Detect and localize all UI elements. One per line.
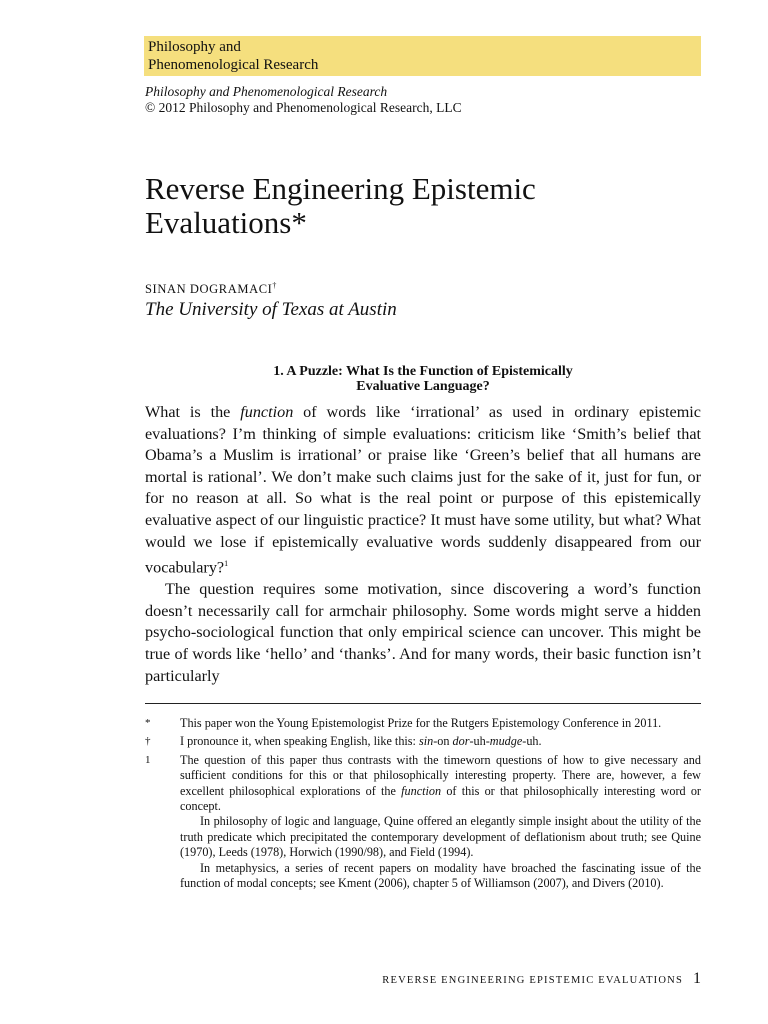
dagger-sin: sin — [418, 734, 434, 749]
body-text — [145, 402, 701, 687]
footnote-dagger — [145, 734, 701, 749]
journal-name-box — [144, 36, 701, 76]
journal-italic-name: Philosophy and Phenomenological Research — [145, 84, 388, 99]
page-number: 1 — [693, 970, 701, 987]
body-paragraph-1 — [145, 402, 701, 579]
p1-text-a: What is the — [145, 403, 241, 421]
journal-name-line2: Phenomenological Research — [148, 57, 319, 73]
title-line2: Evaluations* — [145, 205, 307, 240]
running-head: REVERSE ENGINEERING EPISTEMIC EVALUATIONS — [382, 975, 683, 986]
footnote-star-text: This paper won the Young Epistemologist Prize for the Rutgers Epistemology Conference in 2011. — [180, 716, 662, 730]
p1-text-b: of words like ‘irrational’ as used in ordinary epistemic evaluations? I’m thinking of simple evaluations: criticism like ‘Smith’s belief that Obama’s a Muslim is irrational’ or praise like ‘Green’s belief that all humans are mortal is rational’. We don’t make such claims just for the sake of it, just for fun, or for no reason at all. So what is the real point or purpose of this epistemically evaluative aspect of our linguistic practice? It must have some utility, but what? What would we lose if epistemically evaluative words suddenly disappeared from our vocabulary? — [145, 403, 701, 577]
footnote-1-para-1 — [180, 753, 701, 815]
footnote-dagger-text — [180, 734, 701, 749]
paper-title — [145, 172, 705, 240]
footnote-dagger-mark: † — [145, 735, 151, 748]
p1-emphasis: function — [240, 403, 294, 421]
author-footnote-mark: † — [272, 281, 278, 290]
footnotes — [145, 716, 701, 894]
copyright-line: © 2012 Philosophy and Phenomenological Research, LLC — [145, 100, 462, 115]
footnote-star — [145, 716, 701, 731]
section-heading-line2: Evaluative Language? — [356, 379, 490, 394]
author-text: SINAN DOGRAMACI — [145, 282, 273, 297]
body-paragraph-2: The question requires some motivation, since discovering a word’s function doesn’t necessarily call for armchair philosophy. Some words might serve a hidden psycho-sociological function that only empirical science can uncover. This might be true of words like ‘hello’ and ‘thanks’. And for many words, their basic function isn’t particularly — [145, 580, 701, 685]
dagger-end: -uh. — [522, 734, 542, 749]
dagger-mudge: mudge — [489, 734, 523, 749]
dagger-dor: dor — [452, 734, 470, 749]
footnote-divider — [145, 703, 701, 704]
section-heading — [145, 364, 701, 394]
journal-meta — [145, 84, 705, 116]
footnote-star-mark: * — [145, 717, 151, 729]
fn1-p1-emphasis: function — [401, 783, 442, 798]
author-affiliation: The University of Texas at Austin — [145, 299, 397, 320]
section-heading-line1: 1. A Puzzle: What Is the Function of Epistemically — [273, 364, 573, 379]
footnote-1-para-2: In philosophy of logic and language, Quine offered an elegantly simple insight about the utility of the truth predicate which precipitated the contemporary development of deflationism about truth; see Quine (1970), Leeds (1978), Horwich (1990/98), and Field (1994). — [180, 814, 701, 860]
author-name — [145, 281, 705, 297]
fn1-p1-a: The question of this paper thus contrasts with the timeworn questions of how to give necessary and sufficient conditions for this or that philosophically interesting property. There are, however, a few excellent philosophical explorations of the — [180, 752, 701, 798]
dagger-uh: -uh- — [469, 734, 490, 749]
footnote-1 — [145, 753, 701, 892]
dagger-text-a: I pronounce it, when speaking English, like this: — [180, 734, 419, 749]
footnote-1-mark: 1 — [145, 753, 151, 766]
fn1-p1-b: of this or that philosophically interesting word or concept. — [180, 783, 701, 814]
dagger-on: -on — [433, 734, 453, 749]
footnote-ref-1: 1 — [224, 559, 229, 569]
footnote-1-text — [180, 753, 701, 892]
page-footer — [145, 970, 701, 988]
title-line1: Reverse Engineering Epistemic — [145, 171, 536, 206]
footnote-1-para-3: In metaphysics, a series of recent papers on modality have broached the fascinating issue of the function of modal concepts; see Kment (2006), chapter 5 of Williamson (2007), and Divers (2010). — [180, 860, 701, 891]
journal-name-line1: Philosophy and — [148, 39, 241, 55]
